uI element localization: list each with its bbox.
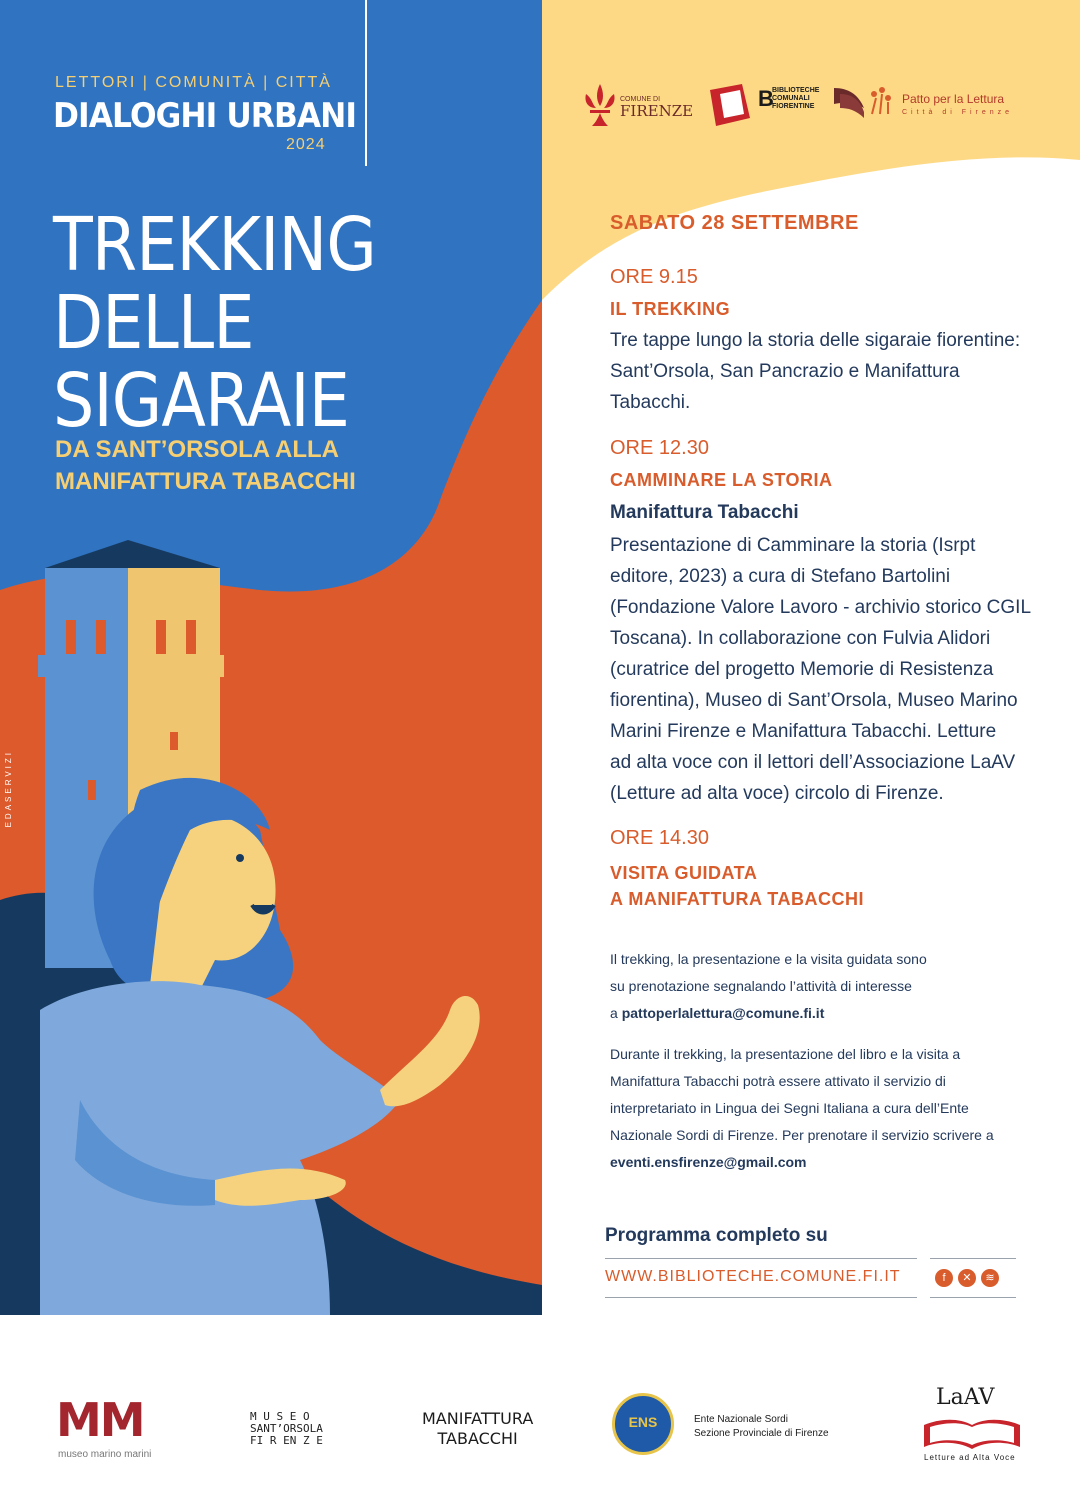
biblioteche-b-letter: B <box>758 86 774 111</box>
program-link-label: Programma completo su <box>605 1225 828 1246</box>
series-title: DIALOGHI URBANI <box>53 96 357 136</box>
event-title-line2: DELLE SIGARAIE <box>53 280 350 444</box>
ens-line1: Ente Nazionale Sordi <box>694 1414 788 1425</box>
event-title-line1: TREKKING <box>53 202 376 288</box>
ens-badge-icon <box>612 1393 674 1455</box>
description-1-line: Sant’Orsola, San Pancrazio e Manifattura <box>610 361 960 382</box>
santorsola-line3: FI R EN Z E <box>250 1434 323 1447</box>
booking-note-line: Il trekking, la presentazione e la visita guidata sono <box>610 951 927 967</box>
time-2: ORE 12.30 <box>610 437 709 459</box>
manifattura-line1: MANIFATTURA <box>422 1409 534 1428</box>
biblioteche-line1: BIBLIOTECHE <box>772 87 820 94</box>
booking-note-line: su prenotazione segnalando l’attività di interesse <box>610 978 912 994</box>
laav-caption: Letture ad Alta Voce <box>924 1453 1016 1462</box>
program-url-link[interactable]: WWW.BIBLIOTECHE.COMUNE.FI.IT <box>605 1268 901 1285</box>
description-2-line: editore, 2023) a cura di Stefano Bartolini <box>610 566 951 587</box>
ens-logo[interactable] <box>612 1393 872 1463</box>
lis-note-line: interpretariato in Lingua dei Segni Italiana a cura dell’Ente <box>610 1100 969 1116</box>
partners-footer <box>0 1315 1080 1510</box>
biblioteche-text <box>772 87 819 111</box>
comune-firenze-logo[interactable] <box>582 82 692 132</box>
event-subtitle-line2: MANIFATTURA TABACCHI <box>55 468 356 495</box>
series-tag: LETTORI | COMUNITÀ | CITTÀ <box>55 74 332 91</box>
booking-note <box>610 946 1060 1027</box>
poster-right-panel <box>542 0 1080 1315</box>
description-2-line: (curatrice del progetto Memorie di Resistenza <box>610 659 994 680</box>
series-year: 2024 <box>286 136 326 153</box>
heading-2: CAMMINARE LA STORIA <box>610 470 833 490</box>
event-date: SABATO 28 SETTEMBRE <box>610 212 859 234</box>
santorsola-line2: SANT’ORSOLA <box>250 1422 323 1435</box>
social-rule-bottom <box>930 1297 1016 1298</box>
biblioteche-line2: COMUNALI <box>772 95 810 102</box>
heading-3-line1: VISITA GUIDATA <box>610 863 758 883</box>
ens-line2: Sezione Provinciale di Firenze <box>694 1428 829 1439</box>
santorsola-line1: M U S E O <box>250 1410 310 1423</box>
museo-marino-marini-logo[interactable] <box>56 1393 176 1463</box>
comune-small-text: COMUNE DI <box>620 96 661 103</box>
laav-logo[interactable] <box>920 1385 1030 1475</box>
heading-1: IL TREKKING <box>610 299 731 319</box>
social-icons <box>935 1268 1004 1287</box>
social-rule-top <box>930 1258 1016 1259</box>
heading-3 <box>610 860 864 912</box>
header-divider <box>365 0 367 166</box>
program-link-rule-bottom <box>605 1297 917 1298</box>
description-1-line: Tre tappe lungo la storia delle sigaraie fiorentine: <box>610 330 1021 351</box>
poster-illustration <box>0 0 542 1315</box>
patto-lettura-logo[interactable] <box>834 84 1034 124</box>
program-link-rule-top <box>605 1258 917 1259</box>
event-subtitle <box>55 434 356 498</box>
comune-big-text: FIRENZE <box>620 102 694 120</box>
description-2-line: (Fondazione Valore Lavoro - archivio storico CGIL <box>610 597 1032 618</box>
yellow-wave-background <box>542 0 1080 300</box>
description-1-line: Tabacchi. <box>610 392 691 413</box>
event-title <box>53 202 483 444</box>
heading-3-line2: A MANIFATTURA TABACCHI <box>610 889 864 909</box>
description-2-line: (Letture ad alta voce) circolo di Firenze. <box>610 783 944 804</box>
illustration-credit: EDASERVIZI <box>4 750 13 828</box>
laav-logo-mark: LaAV <box>936 1385 995 1410</box>
time-3: ORE 14.30 <box>610 827 709 849</box>
manifattura-line2: TABACCHI <box>437 1429 518 1448</box>
museo-santorsola-logo[interactable] <box>250 1411 380 1447</box>
lis-note-line: Manifattura Tabacchi potrà essere attivato il servizio di <box>610 1073 946 1089</box>
time-1: ORE 9.15 <box>610 266 698 288</box>
description-2-line: Presentazione di Camminare la storia (Isrpt <box>610 535 976 556</box>
event-subtitle-line1: DA SANT’ORSOLA ALLA <box>55 436 339 463</box>
description-2-line: fiorentina), Museo di Sant’Orsola, Museo Marino <box>610 690 1018 711</box>
book-icon <box>710 84 756 126</box>
poster-left-panel <box>0 0 542 1315</box>
booking-prefix: a <box>610 1005 622 1021</box>
ens-badge-text: ENS <box>628 1414 658 1430</box>
manifattura-tabacchi-logo[interactable] <box>422 1409 533 1449</box>
lis-note-line: Durante il trekking, la presentazione del libro e la visita a <box>610 1046 961 1062</box>
biblioteche-logo[interactable] <box>710 84 820 128</box>
giglio-icon <box>582 82 618 128</box>
x-icon[interactable]: ✕ <box>958 1269 976 1287</box>
mm-caption: museo marino marini <box>58 1449 152 1460</box>
patto-title: Patto per la Lettura <box>902 92 1005 106</box>
booking-email-row <box>610 1000 1060 1027</box>
description-2-line: Marini Firenze e Manifattura Tabacchi. Letture <box>610 721 997 742</box>
place-2: Manifattura Tabacchi <box>610 502 799 523</box>
lis-note-line: Nazionale Sordi di Firenze. Per prenotare il servizio scrivere a <box>610 1127 994 1143</box>
ens-text <box>694 1413 829 1441</box>
description-2 <box>610 530 1060 809</box>
description-2-line: ad alta voce con il lettori dell’Associazione LaAV <box>610 752 1016 773</box>
biblioteche-line3: FIORENTINE <box>772 103 815 110</box>
open-book-icon <box>922 1415 1022 1451</box>
lis-note <box>610 1041 1070 1176</box>
description-2-line: Toscana). In collaborazione con Fulvia Alidori <box>610 628 991 649</box>
description-1 <box>610 325 1050 418</box>
open-book-icon <box>834 84 894 120</box>
mm-logo-mark: MM <box>56 1393 144 1447</box>
spotify-icon[interactable]: ≋ <box>981 1269 999 1287</box>
facebook-icon[interactable]: f <box>935 1269 953 1287</box>
booking-email-link[interactable]: pattoperlalettura@comune.fi.it <box>621 1005 825 1021</box>
patto-subtitle: Città di Firenze <box>902 109 1014 116</box>
lis-email-link[interactable]: eventi.ensfirenze@gmail.com <box>610 1154 807 1170</box>
